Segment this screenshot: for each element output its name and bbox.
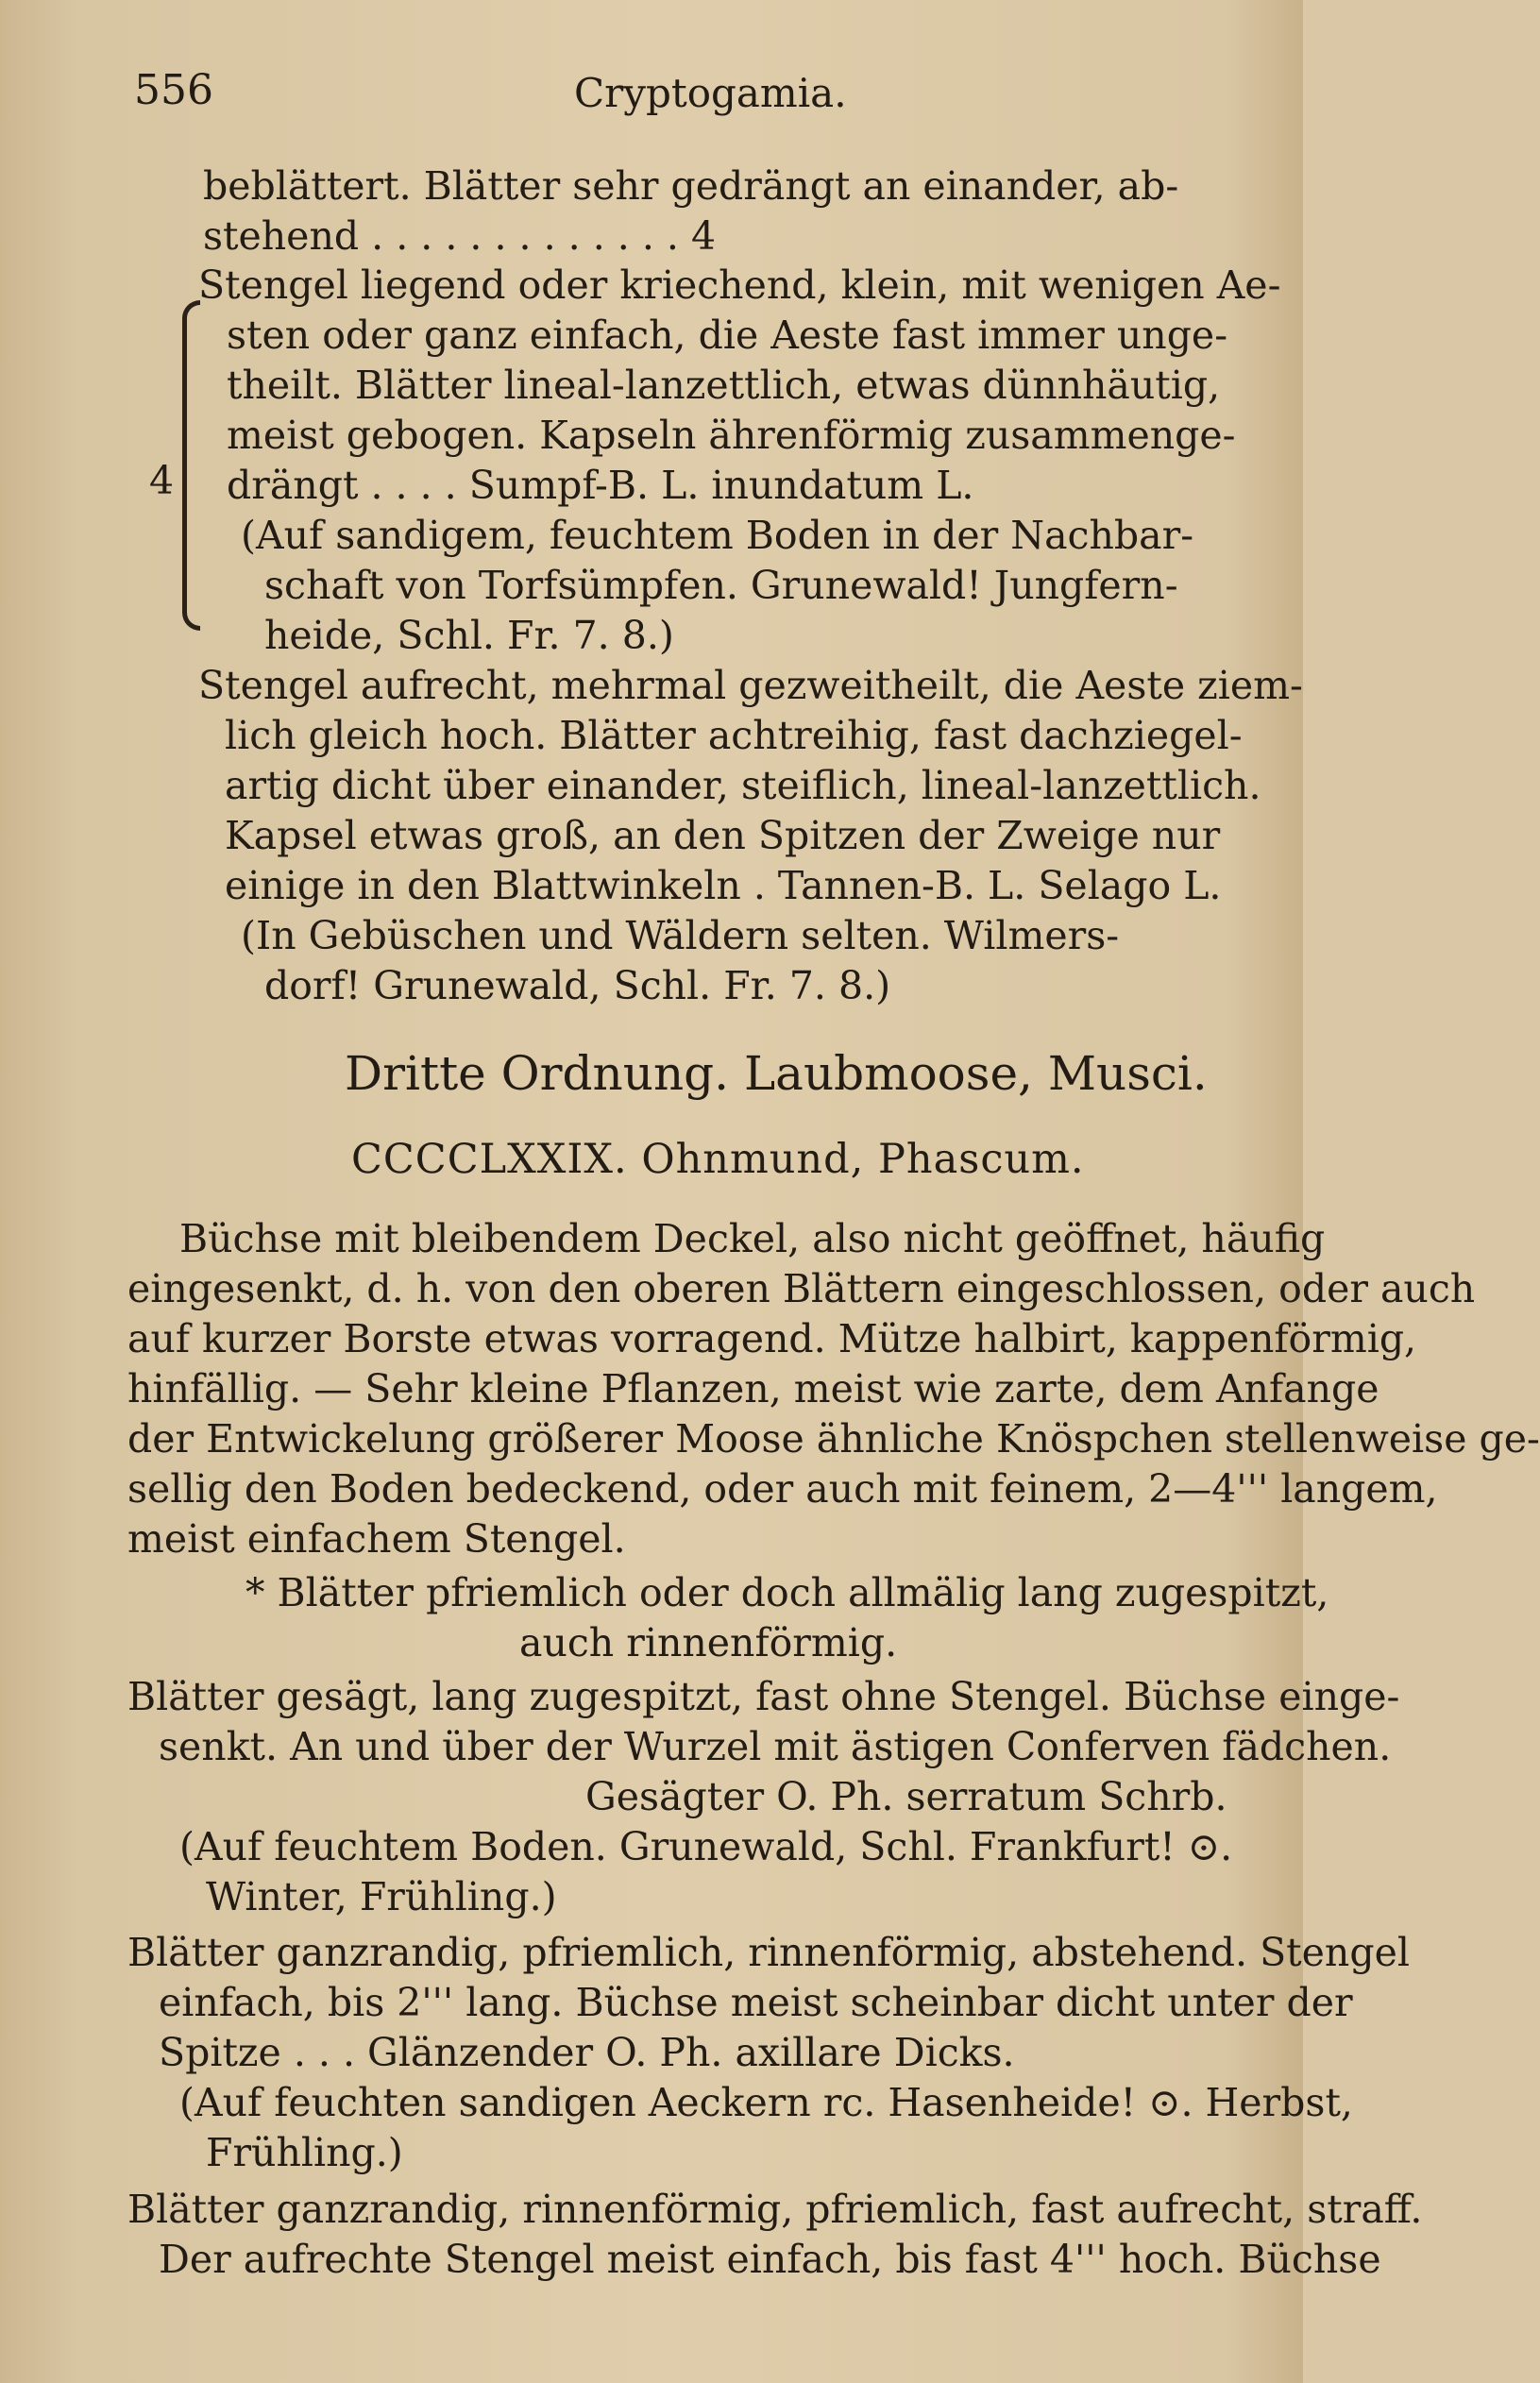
text-line: auch rinnenförmig. (519, 1620, 898, 1665)
key-bracket (182, 300, 200, 631)
text-line: Blätter gesägt, lang zugespitzt, fast ohne Stengel. Büchse einge- (127, 1674, 1400, 1719)
text-line: heide, Schl. Fr. 7. 8.) (264, 613, 674, 658)
text-line: meist einfachem Stengel. (127, 1516, 626, 1562)
text-line: Der aufrechte Stengel meist einfach, bis fast 4''' hoch. Büchse (159, 2237, 1381, 2282)
text-line: CCCCLXXIX. Ohnmund, Phascum. (351, 1136, 1085, 1183)
text-line: Gesägter O. Ph. serratum Schrb. (585, 1774, 1227, 1819)
text-line: (Auf sandigem, feuchtem Boden in der Nachbar- (241, 513, 1194, 558)
text-line: Blätter ganzrandig, pfriemlich, rinnenförmig, abstehend. Stengel (127, 1930, 1410, 1975)
running-title: Cryptogamia. (574, 70, 847, 116)
text-line: schaft von Torfsümpfen. Grunewald! Jungfern- (264, 563, 1178, 608)
text-line: Büchse mit bleibendem Deckel, also nicht geöffnet, häufig (179, 1216, 1326, 1261)
text-line: der Entwickelung größerer Moose ähnliche Knöspchen stellenweise ge- (127, 1416, 1540, 1462)
text-line: (Auf feuchten sandigen Aeckern rc. Hasenheide! ⊙. Herbst, (179, 2080, 1353, 2125)
bracket-number: 4 (149, 458, 175, 503)
text-line: stehend . . . . . . . . . . . . . 4 (203, 213, 717, 259)
text-line: Blätter ganzrandig, rinnenförmig, pfriemlich, fast aufrecht, straff. (127, 2187, 1423, 2232)
text-line: eingesenkt, d. h. von den oberen Blättern eingeschlossen, oder auch (127, 1266, 1476, 1311)
text-line: Winter, Frühling.) (206, 1874, 557, 1919)
text-line: senkt. An und über der Wurzel mit ästigen Conferven fädchen. (159, 1724, 1392, 1769)
text-line: beblättert. Blätter sehr gedrängt an einander, ab- (203, 163, 1179, 209)
text-line: drängt . . . . Sumpf-B. L. inundatum L. (227, 463, 974, 508)
text-line: einfach, bis 2''' lang. Büchse meist scheinbar dicht unter der (159, 1980, 1353, 2025)
page-number: 556 (134, 66, 213, 114)
text-line: hinfällig. — Sehr kleine Pflanzen, meist wie zarte, dem Anfange (127, 1366, 1379, 1411)
text-line: sellig den Boden bedeckend, oder auch mit feinem, 2—4''' langem, (127, 1466, 1438, 1512)
text-line: dorf! Grunewald, Schl. Fr. 7. 8.) (264, 963, 891, 1008)
text-line: Spitze . . . Glänzender O. Ph. axillare Dicks. (159, 2030, 1015, 2075)
text-line: auf kurzer Borste etwas vorragend. Mütze halbirt, kappenförmig, (127, 1316, 1417, 1361)
text-line: * Blätter pfriemlich oder doch allmälig lang zugespitzt, (245, 1570, 1329, 1615)
text-line: (Auf feuchtem Boden. Grunewald, Schl. Frankfurt! ⊙. (179, 1824, 1233, 1869)
text-line: theilt. Blätter lineal-lanzettlich, etwas dünnhäutig, (227, 363, 1221, 408)
text-line: artig dicht über einander, steiflich, lineal-lanzettlich. (225, 763, 1261, 808)
text-line: einige in den Blattwinkeln . Tannen-B. L. Selago L. (225, 863, 1222, 908)
text-line: meist gebogen. Kapseln ährenförmig zusammenge- (227, 413, 1236, 458)
text-line: Frühling.) (206, 2130, 403, 2175)
text-line: (In Gebüschen und Wäldern selten. Wilmers- (241, 913, 1120, 958)
text-line: Stengel aufrecht, mehrmal gezweitheilt, die Aeste ziem- (198, 663, 1303, 708)
text-line: lich gleich hoch. Blätter achtreihig, fast dachziegel- (225, 713, 1243, 758)
text-line: Dritte Ordnung. Laubmoose, Musci. (345, 1046, 1208, 1101)
text-line: Kapsel etwas groß, an den Spitzen der Zweige nur (225, 813, 1221, 858)
text-line: Stengel liegend oder kriechend, klein, mit wenigen Ae- (198, 262, 1281, 308)
text-line: sten oder ganz einfach, die Aeste fast immer unge- (227, 313, 1228, 358)
